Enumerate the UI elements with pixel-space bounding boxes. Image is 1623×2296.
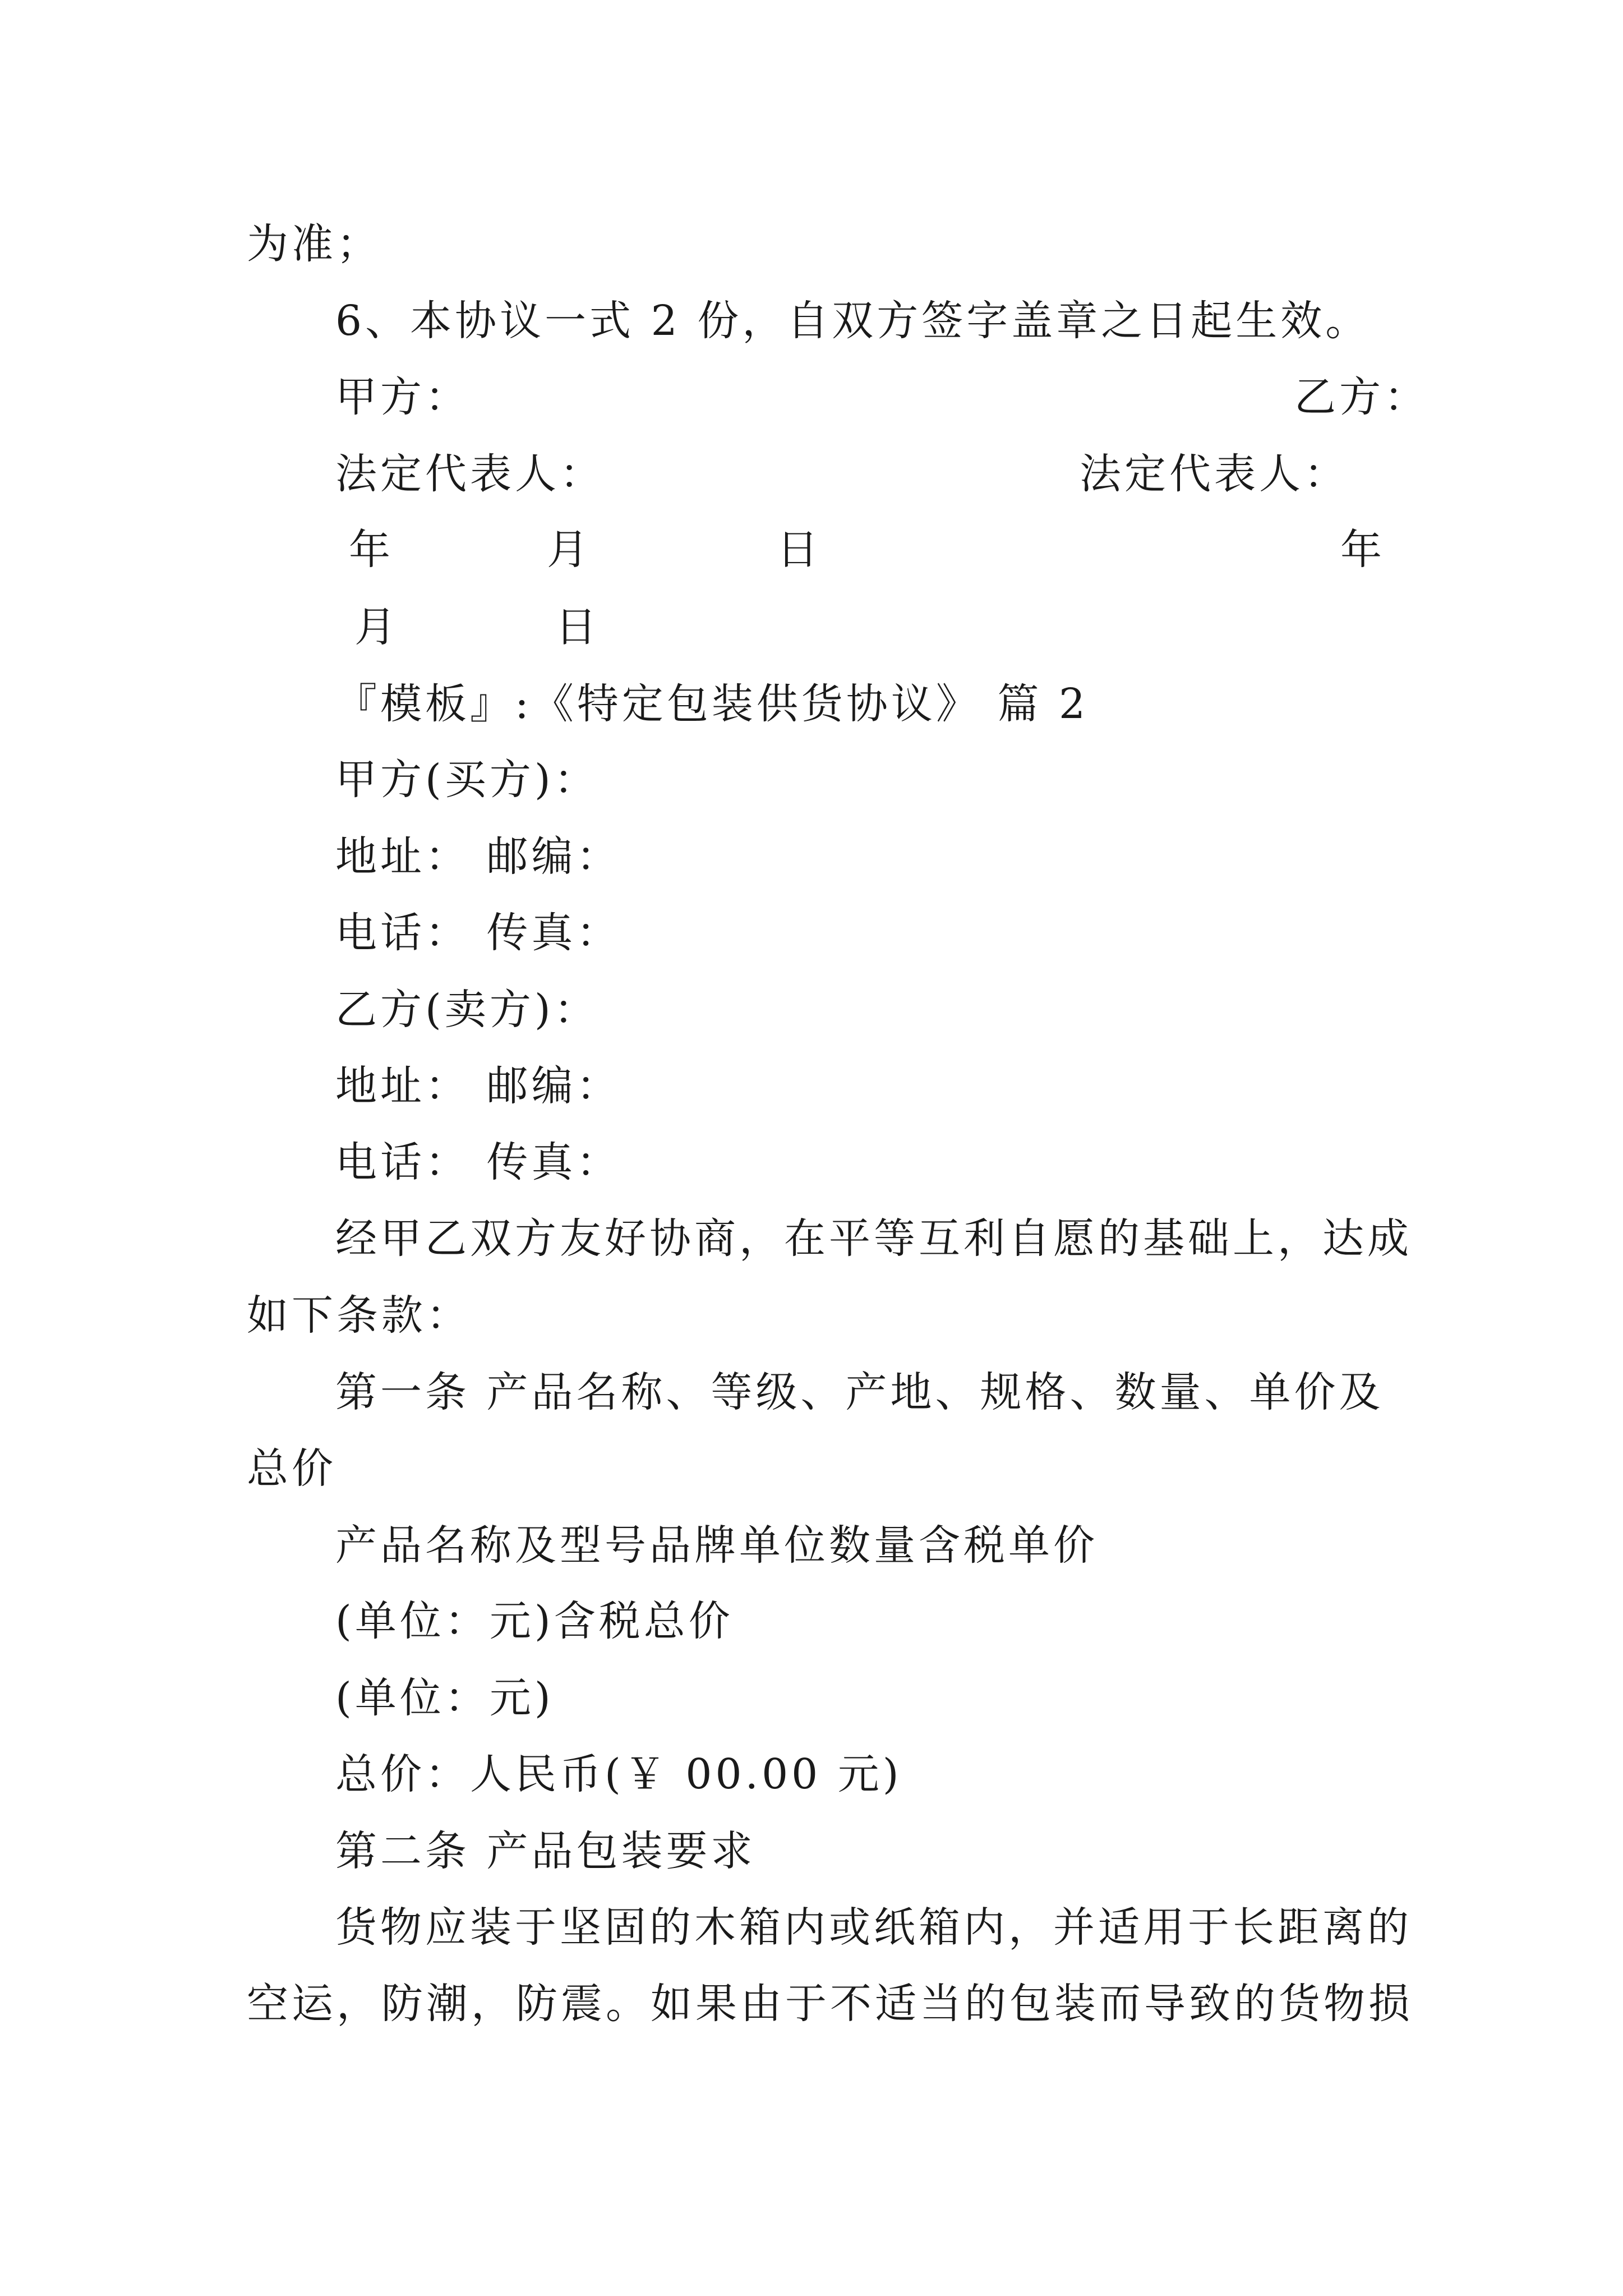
date-b-month: 月 xyxy=(354,603,399,651)
packing-line-2: 空运，防潮，防震。如果由于不适当的包装而导致的货物损 xyxy=(247,1980,1413,2028)
packing-line-1: 货物应装于坚固的木箱内或纸箱内，并适用于长距离的 xyxy=(335,1903,1412,1952)
clause-end-text: 为准； xyxy=(247,220,381,268)
article-2-heading: 第二条 产品包装要求 xyxy=(335,1827,756,1875)
rep-a-label: 法定代表人： xyxy=(335,450,605,498)
buyer-phone-line: 电话： 传真： xyxy=(335,909,621,957)
seller-address-line: 地址： 邮编： xyxy=(335,1062,621,1110)
buyer-address-line: 地址： 邮编： xyxy=(335,832,621,881)
date-a-month: 月 xyxy=(547,526,592,574)
article-1-line-2: 总价 xyxy=(247,1444,336,1493)
table-header-line-2: (单位：元)含税总价 xyxy=(335,1597,734,1645)
item-6-text: 6、本协议一式 2 份，自双方签字盖章之日起生效。 xyxy=(335,297,1371,345)
section-title: 『模板』:《特定包装供货协议》 篇 2 xyxy=(335,680,1089,728)
intro-line-1: 经甲乙双方友好协商，在平等互利自愿的基础上，达成 xyxy=(335,1214,1412,1263)
date-b-day: 日 xyxy=(555,603,600,651)
intro-line-2: 如下条款： xyxy=(247,1291,471,1340)
rep-b-label: 法定代表人： xyxy=(1080,450,1349,498)
total-price-line: 总价：人民币(￥ 00.00 元) xyxy=(335,1750,902,1798)
seller-phone-line: 电话： 传真： xyxy=(335,1138,621,1186)
party-a-label: 甲方： xyxy=(335,373,470,421)
date-a-year: 年 xyxy=(349,526,394,574)
table-header-line-1: 产品名称及型号品牌单位数量含税单价 xyxy=(335,1521,1098,1570)
article-1-line-1: 第一条 产品名称、等级、产地、规格、数量、单价及 xyxy=(335,1368,1384,1416)
date-a-day: 日 xyxy=(777,526,822,574)
buyer-label: 甲方(买方)： xyxy=(335,756,599,804)
date-b-year: 年 xyxy=(1340,526,1385,574)
seller-label: 乙方(卖方)： xyxy=(335,986,599,1034)
table-header-line-3: (单位：元) xyxy=(335,1674,554,1722)
party-b-label: 乙方： xyxy=(1294,373,1429,421)
